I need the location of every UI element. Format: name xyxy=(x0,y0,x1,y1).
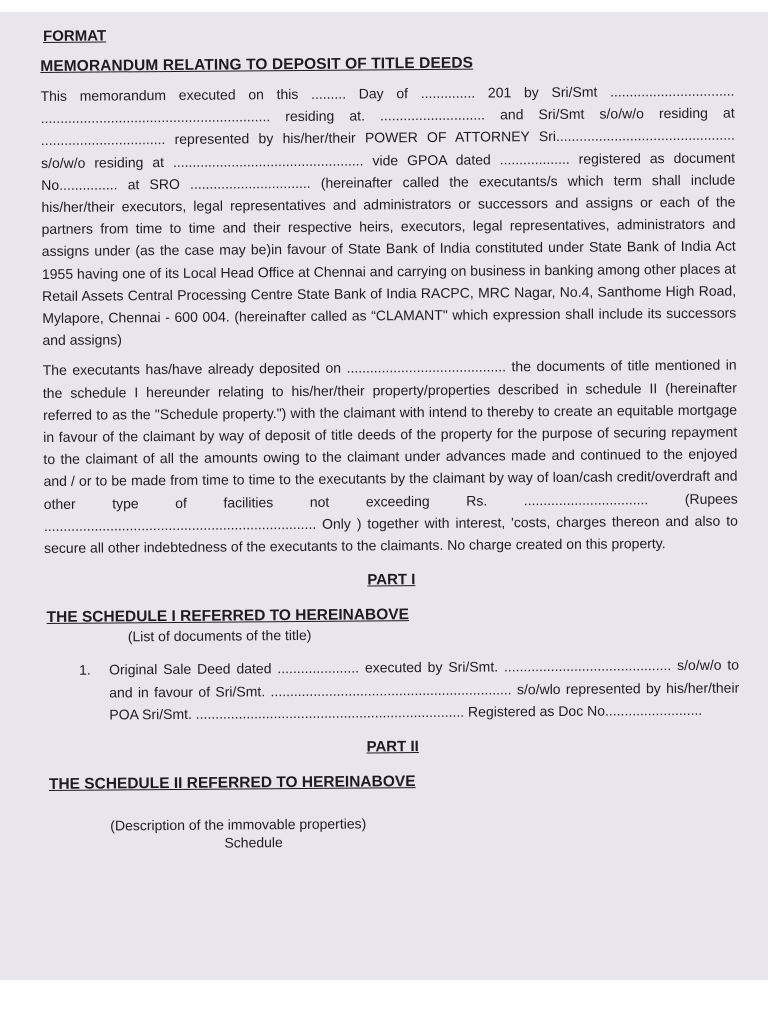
part-2-heading: PART II xyxy=(366,737,419,756)
part-1-heading: PART I xyxy=(367,571,416,589)
document-page xyxy=(0,12,768,980)
list-item xyxy=(45,654,740,727)
schedule-1-title: THE SCHEDULE I REFERRED TO HEREINABOVE xyxy=(46,606,409,627)
document-body xyxy=(40,23,740,852)
schedule-label: Schedule xyxy=(224,833,283,851)
schedule-1-subtitle: (List of documents of the title) xyxy=(127,627,312,645)
paragraph-deposit: The executants has/have already deposited on ......................................... the documents of title mentioned in the schedule I hereunder relating to his/her/their property/properties described in schedule II (hereinafter referred to as the "Schedule property.") with the claimant with intend to thereby to create an equitable mortgage in favour of the claimant by way of deposit of title deeds of the property for the purpose of securing repayment to the claimant of all the amounts owing to the claimant under advances made and continued to the enjoyed and / or to be made from time to time to the executants by the claimant by way of loan/cash credit/overdraft and other type of facilities not exceeding Rs. ................................ (Rupees ...................................................................... Only ) together with interest, 'costs, charges thereon and also to secure all other indebtedness of the executants to the claimants. No charge created on this property. xyxy=(42,356,738,557)
format-heading: FORMAT xyxy=(42,27,107,45)
documents-list xyxy=(45,654,740,727)
list-item-number: 1. xyxy=(78,661,91,678)
schedule-2-title: THE SCHEDULE II REFERRED TO HEREINABOVE xyxy=(48,772,416,793)
memorandum-title: MEMORANDUM RELATING TO DEPOSIT OF TITLE DEEDS xyxy=(40,54,474,75)
list-item-text: Original Sale Deed dated ..................... executed by Sri/Smt. ........................................... s/o/w/o to and in favour of Sri/Smt. .............................................................. s/o/wlo represented by his/her/their POA Sri/Smt. ..................................................................... Registered as Doc No......................... xyxy=(108,656,740,723)
paragraph-executants: This memorandum executed on this ......... Day of .............. 201 by Sri/Smt ................................ ........................................................... residing at. ........................... and Sri/Smt s/o/w/o residing at ................................ represented by his/her/their POWER OF ATTORNEY Sri.............................................. s/o/w/o residing at ................................................. vide GPOA dated .................. registered as document No............... at SRO ............................... (hereinafter called the executants/s which term shall include his/her/their executors, legal representatives and administrators or successors and assigns or each of the partners from time to time and their respective heirs, executors, legal representatives, administrators and assigns under (as the case may be)in favour of State Bank of India constituted under State Bank of India Act 1955 having one of its Local Head Office at Chennai and carrying on business in banking among other places at Retail Assets Central Processing Centre State Bank of India RACPC, MRC Nagar, No.4, Santhome High Road, Mylapore, Chennai - 600 004. (hereinafter called as “CLAMANT" which expression shall include its successors and assigns) xyxy=(40,82,737,349)
schedule-2-description: (Description of the immovable properties) xyxy=(110,815,367,834)
